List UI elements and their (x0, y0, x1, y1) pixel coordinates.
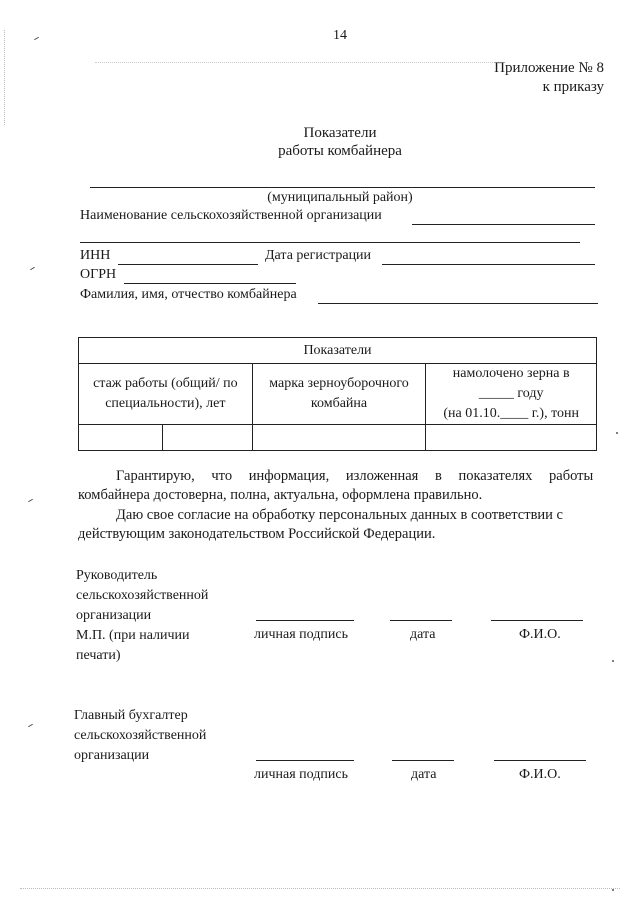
signature1-role (76, 566, 208, 666)
column-experience (79, 364, 253, 425)
reg-date-field[interactable] (382, 264, 595, 265)
column-combine-brand (252, 364, 426, 425)
column-combine-brand-line1: марка зерноуборочного (269, 376, 409, 391)
cell-combine-brand[interactable] (252, 425, 426, 451)
ogrn-field[interactable] (124, 283, 296, 284)
municipal-label: (муниципальный район) (267, 190, 413, 205)
signature1-role-line: М.П. (при наличии (76, 628, 190, 643)
signature1-role-line: печати) (76, 648, 121, 663)
reg-date-label: Дата регистрации (265, 248, 372, 263)
inn-label: ИНН (80, 248, 111, 263)
column-grain-line2: _____ году (478, 386, 544, 401)
signature2-role-line: организации (74, 748, 150, 763)
scan-mark (30, 267, 35, 270)
signature1-sign-field[interactable] (256, 620, 354, 621)
signature2-fio-field[interactable] (494, 760, 586, 761)
column-grain-line1: намолочено зерна в (452, 366, 570, 381)
signature2-sign-field[interactable] (256, 760, 354, 761)
inn-field[interactable] (118, 264, 258, 265)
column-experience-line2: специальности), лет (105, 396, 226, 411)
signature2-role-line: сельскохозяйственной (74, 728, 207, 743)
scan-mark (616, 432, 618, 434)
indicators-table (78, 337, 597, 451)
org-name-label: Наименование сельскохозяйственной организации (80, 208, 382, 223)
scan-mark (612, 660, 614, 662)
municipal-line (90, 187, 595, 188)
scan-top-dots (95, 62, 505, 63)
org-name-field[interactable] (412, 224, 595, 225)
signature2-role-line: Главный бухгалтер (74, 708, 188, 723)
signature1-role-line: организации (76, 608, 152, 623)
page-title: Показатели (303, 125, 377, 141)
scan-mark (612, 889, 614, 891)
cell-experience-specialty[interactable] (162, 425, 252, 451)
column-grain-line3: (на 01.10.____ г.), тонн (443, 406, 579, 421)
statement-consent-line1: Даю свое согласие на обработку персональных данных в соответствии с (116, 507, 563, 523)
signature1-date-field[interactable] (390, 620, 452, 621)
signature2-sign-caption: личная подпись (254, 767, 348, 782)
statement-guarantee-line2: комбайнера достоверна, полна, актуальна, оформлена правильно. (78, 487, 483, 503)
page-number: 14 (333, 28, 347, 43)
org-name-field-continued[interactable] (80, 242, 580, 243)
appendix-order: к приказу (542, 79, 604, 95)
scan-mark (34, 37, 39, 40)
column-grain-threshed (426, 364, 597, 425)
cell-grain-threshed[interactable] (426, 425, 597, 451)
statement-consent-line2: действующим законодательством Российской Федерации. (78, 526, 436, 542)
signature1-role-line: Руководитель (76, 568, 158, 583)
signature2-role (74, 706, 206, 766)
signature1-fio-field[interactable] (491, 620, 583, 621)
column-experience-line1: стаж работы (общий/ по (93, 376, 238, 391)
signature2-date-caption: дата (411, 767, 437, 782)
scan-bottom-dots (20, 888, 620, 889)
ogrn-label: ОГРН (80, 267, 117, 282)
appendix-number: Приложение № 8 (494, 60, 604, 76)
signature1-role-line: сельскохозяйственной (76, 588, 209, 603)
signature1-fio-caption: Ф.И.О. (519, 627, 561, 642)
signature1-sign-caption: личная подпись (254, 627, 348, 642)
statement-guarantee-line1: Гарантирую, что информация, изложенная в показателях работы (116, 468, 594, 484)
signature1-date-caption: дата (410, 627, 436, 642)
cell-experience-total[interactable] (79, 425, 163, 451)
table-header: Показатели (79, 338, 597, 364)
scan-margin-marks (4, 30, 8, 125)
scan-mark (28, 499, 33, 502)
fio-field[interactable] (318, 303, 598, 304)
fio-label: Фамилия, имя, отчество комбайнера (80, 287, 297, 302)
column-combine-brand-line2: комбайна (310, 396, 368, 411)
page-subtitle: работы комбайнера (278, 143, 402, 159)
scan-mark (28, 724, 33, 727)
signature2-fio-caption: Ф.И.О. (519, 767, 561, 782)
signature2-date-field[interactable] (392, 760, 454, 761)
